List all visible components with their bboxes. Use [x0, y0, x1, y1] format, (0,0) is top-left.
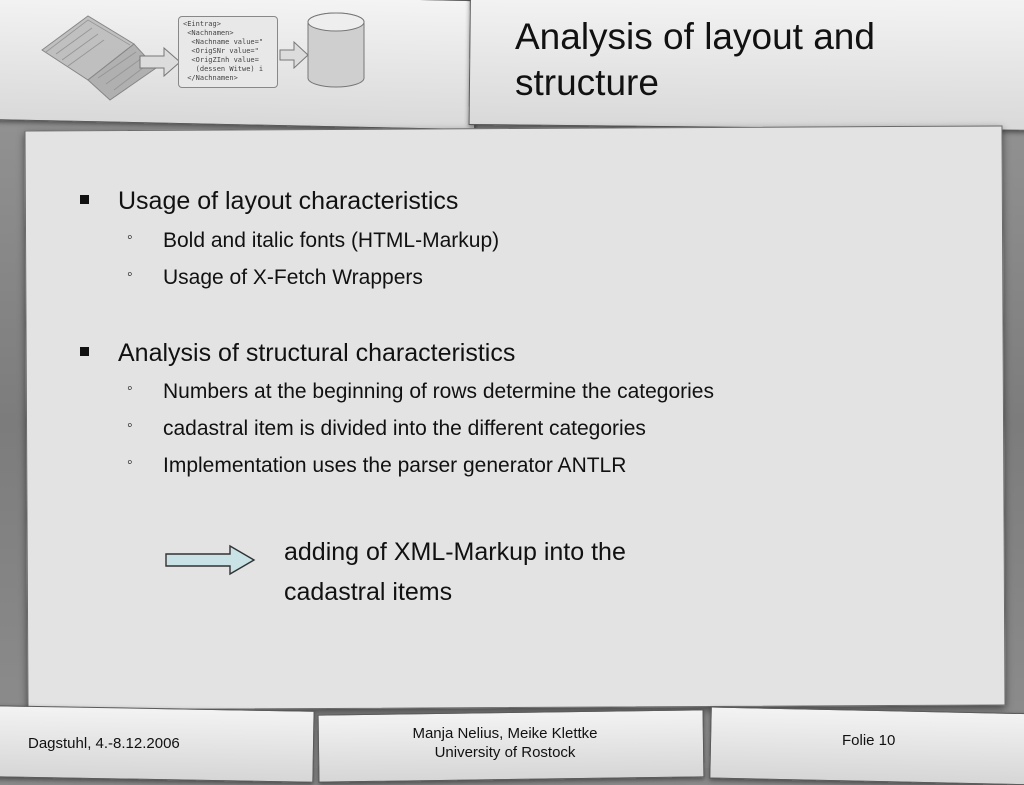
conclusion-text	[284, 532, 626, 612]
footer-authors-block	[318, 724, 692, 762]
sub-bullet-item	[127, 380, 714, 404]
sub-bullet-item	[127, 229, 500, 253]
circle-bullet-icon: ◦	[127, 417, 133, 434]
circle-bullet-icon: ◦	[127, 266, 133, 283]
sub-bullet-text: Usage of X-Fetch Wrappers	[163, 266, 423, 289]
footer-affiliation: University of Rostock	[434, 744, 576, 761]
sub-bullet-item	[127, 454, 627, 478]
bullet-item	[118, 187, 458, 216]
circle-bullet-icon: ◦	[127, 380, 133, 397]
sub-bullet-text: Numbers at the beginning of rows determine the categories	[163, 380, 714, 403]
bullet-item	[118, 339, 515, 368]
right-arrow-icon	[164, 544, 256, 576]
circle-bullet-icon: ◦	[127, 229, 133, 246]
sub-bullet-text: Implementation uses the parser generator ANTLR	[163, 454, 627, 477]
xml-code-card: <Eintrag> <Nachnamen> <Nachname value=" <OrigSNr value=" <OrigZInh value= (dessen Witwe) i </Nachnamen>	[178, 16, 278, 88]
conclusion-line: adding of XML-Markup into the	[284, 538, 626, 566]
slide-number: Folie 10	[842, 732, 896, 749]
bullet-text: Usage of layout characteristics	[118, 187, 459, 215]
sub-bullet-text: cadastral item is divided into the different categories	[163, 417, 646, 440]
sub-bullet-item	[127, 266, 423, 290]
footer-event: Dagstuhl, 4.-8.12.2006	[28, 735, 180, 752]
square-bullet-icon	[80, 347, 89, 356]
sub-bullet-item	[127, 417, 646, 441]
bullet-text: Analysis of structural characteristics	[118, 339, 516, 367]
footer-authors: Manja Nelius, Meike Klettke	[412, 725, 598, 742]
page-title: Analysis of layout and structure	[515, 16, 875, 103]
circle-bullet-icon: ◦	[127, 454, 133, 471]
square-bullet-icon	[80, 195, 89, 204]
sub-bullet-text: Bold and italic fonts (HTML-Markup)	[163, 229, 500, 252]
conclusion-line: cadastral items	[284, 578, 453, 606]
